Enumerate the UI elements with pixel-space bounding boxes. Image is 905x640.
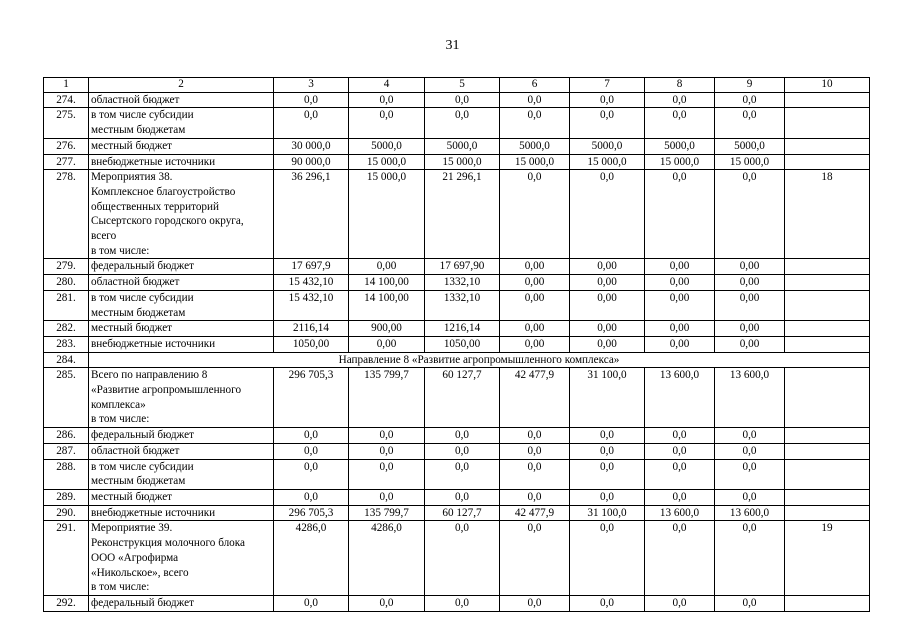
row-name-line: федеральный бюджет <box>91 596 194 609</box>
column-number-header: 3 <box>274 78 349 93</box>
row-name <box>89 489 274 505</box>
row-name-line: комплекса» <box>91 398 146 411</box>
row-number: 275. <box>44 108 89 138</box>
row-name-line: местным бюджетам <box>91 124 186 137</box>
row-name-line: в том числе: <box>91 244 150 257</box>
value-cell: 135 799,7 <box>349 368 425 428</box>
row-name-line: в том числе субсидии <box>91 460 194 473</box>
table-row <box>44 521 870 596</box>
value-cell: 0,00 <box>715 275 785 291</box>
reference-cell <box>785 108 870 138</box>
value-cell: 31 100,0 <box>570 505 645 521</box>
row-name-line: местным бюджетам <box>91 306 186 319</box>
table-row <box>44 336 870 352</box>
row-name <box>89 170 274 259</box>
value-cell: 60 127,7 <box>425 368 500 428</box>
row-name <box>89 108 274 138</box>
row-number: 279. <box>44 259 89 275</box>
row-number: 283. <box>44 336 89 352</box>
value-cell: 0,00 <box>500 275 570 291</box>
value-cell: 0,0 <box>349 92 425 108</box>
row-number: 286. <box>44 428 89 444</box>
value-cell: 0,0 <box>500 92 570 108</box>
value-cell: 5000,0 <box>645 138 715 154</box>
value-cell: 21 296,1 <box>425 170 500 259</box>
row-name-line: в том числе: <box>91 413 150 426</box>
value-cell: 15 000,0 <box>425 154 500 170</box>
row-name-line: местным бюджетам <box>91 475 186 488</box>
value-cell: 0,0 <box>425 595 500 611</box>
budget-table <box>43 77 870 612</box>
reference-cell <box>785 92 870 108</box>
table-row <box>44 428 870 444</box>
table-row <box>44 489 870 505</box>
value-cell: 0,00 <box>645 275 715 291</box>
row-name-line: областной бюджет <box>91 276 180 289</box>
section-row <box>44 352 870 368</box>
row-name-line: в том числе субсидии <box>91 291 194 304</box>
value-cell: 0,00 <box>570 290 645 320</box>
table-row <box>44 170 870 259</box>
row-name-line: внебюджетные источники <box>91 337 216 350</box>
row-number: 277. <box>44 154 89 170</box>
reference-cell <box>785 595 870 611</box>
table-row <box>44 321 870 337</box>
value-cell: 1050,00 <box>274 336 349 352</box>
value-cell: 15 000,0 <box>715 154 785 170</box>
value-cell: 42 477,9 <box>500 505 570 521</box>
column-number-header: 4 <box>349 78 425 93</box>
value-cell: 0,00 <box>570 336 645 352</box>
value-cell: 5000,0 <box>349 138 425 154</box>
value-cell: 0,0 <box>274 459 349 489</box>
row-name <box>89 154 274 170</box>
table-row <box>44 154 870 170</box>
row-number: 281. <box>44 290 89 320</box>
value-cell: 4286,0 <box>349 521 425 596</box>
value-cell: 30 000,0 <box>274 138 349 154</box>
value-cell: 0,0 <box>645 595 715 611</box>
value-cell: 0,0 <box>349 428 425 444</box>
row-name-line: местный бюджет <box>91 322 173 335</box>
row-name <box>89 290 274 320</box>
row-name <box>89 321 274 337</box>
value-cell: 0,0 <box>645 489 715 505</box>
value-cell: 0,00 <box>715 321 785 337</box>
value-cell: 0,0 <box>349 489 425 505</box>
row-name-line: Комплексное благоустройство <box>91 185 236 198</box>
value-cell: 15 000,0 <box>349 154 425 170</box>
column-number-header: 8 <box>645 78 715 93</box>
row-name <box>89 428 274 444</box>
reference-cell <box>785 321 870 337</box>
value-cell: 1332,10 <box>425 275 500 291</box>
value-cell: 15 000,0 <box>500 154 570 170</box>
value-cell: 0,0 <box>645 443 715 459</box>
value-cell: 0,00 <box>500 336 570 352</box>
row-name <box>89 275 274 291</box>
value-cell: 0,0 <box>274 428 349 444</box>
value-cell: 0,0 <box>645 108 715 138</box>
value-cell: 0,0 <box>349 443 425 459</box>
value-cell: 0,0 <box>715 521 785 596</box>
value-cell: 2116,14 <box>274 321 349 337</box>
row-number: 284. <box>44 352 89 368</box>
value-cell: 0,00 <box>715 336 785 352</box>
value-cell: 0,0 <box>425 428 500 444</box>
row-number: 276. <box>44 138 89 154</box>
row-name <box>89 595 274 611</box>
row-name-line: Реконструкция молочного блока <box>91 537 246 550</box>
value-cell: 0,0 <box>570 443 645 459</box>
reference-cell: 18 <box>785 170 870 259</box>
value-cell: 0,0 <box>500 443 570 459</box>
row-number: 287. <box>44 443 89 459</box>
value-cell: 0,0 <box>715 459 785 489</box>
column-number-header: 1 <box>44 78 89 93</box>
value-cell: 5000,0 <box>570 138 645 154</box>
row-name <box>89 505 274 521</box>
reference-cell <box>785 459 870 489</box>
value-cell: 0,00 <box>500 321 570 337</box>
value-cell: 42 477,9 <box>500 368 570 428</box>
row-number: 274. <box>44 92 89 108</box>
value-cell: 15 432,10 <box>274 290 349 320</box>
row-number: 291. <box>44 521 89 596</box>
row-name-line: Мероприятия 38. <box>91 171 173 184</box>
table-row <box>44 92 870 108</box>
row-name-line: местный бюджет <box>91 490 173 503</box>
column-number-header: 5 <box>425 78 500 93</box>
value-cell: 15 000,0 <box>645 154 715 170</box>
table-header-row <box>44 78 870 93</box>
value-cell: 0,0 <box>500 428 570 444</box>
page-number: 31 <box>445 38 460 53</box>
value-cell: 0,0 <box>645 92 715 108</box>
value-cell: 0,0 <box>349 459 425 489</box>
value-cell: 0,0 <box>715 443 785 459</box>
value-cell: 0,00 <box>349 336 425 352</box>
value-cell: 1216,14 <box>425 321 500 337</box>
table-row <box>44 443 870 459</box>
value-cell: 0,0 <box>500 595 570 611</box>
value-cell: 0,0 <box>500 489 570 505</box>
column-number-header: 9 <box>715 78 785 93</box>
row-name-line: Мероприятие 39. <box>91 522 173 535</box>
value-cell: 0,0 <box>500 108 570 138</box>
row-number: 289. <box>44 489 89 505</box>
value-cell: 296 705,3 <box>274 368 349 428</box>
value-cell: 13 600,0 <box>645 505 715 521</box>
row-name <box>89 92 274 108</box>
value-cell: 1332,10 <box>425 290 500 320</box>
value-cell: 0,0 <box>570 595 645 611</box>
row-name-line: «Развитие агропромышленного <box>91 384 242 397</box>
value-cell: 0,0 <box>715 92 785 108</box>
row-name-line: ООО «Агрофирма <box>91 551 179 564</box>
reference-cell <box>785 275 870 291</box>
value-cell: 0,0 <box>425 521 500 596</box>
value-cell: 0,0 <box>570 489 645 505</box>
column-number-header: 2 <box>89 78 274 93</box>
reference-cell <box>785 290 870 320</box>
column-number-header: 7 <box>570 78 645 93</box>
row-name-line: местный бюджет <box>91 139 173 152</box>
reference-cell <box>785 154 870 170</box>
value-cell: 0,0 <box>274 443 349 459</box>
value-cell: 14 100,00 <box>349 290 425 320</box>
value-cell: 0,0 <box>349 108 425 138</box>
value-cell: 0,00 <box>570 321 645 337</box>
value-cell: 0,0 <box>570 92 645 108</box>
reference-cell <box>785 336 870 352</box>
reference-cell <box>785 489 870 505</box>
table-body <box>44 78 870 612</box>
value-cell: 900,00 <box>349 321 425 337</box>
value-cell: 0,0 <box>425 489 500 505</box>
table-row <box>44 505 870 521</box>
value-cell: 0,0 <box>500 521 570 596</box>
value-cell: 0,0 <box>645 428 715 444</box>
value-cell: 0,0 <box>274 489 349 505</box>
value-cell: 0,0 <box>425 92 500 108</box>
row-name <box>89 521 274 596</box>
row-number: 288. <box>44 459 89 489</box>
value-cell: 0,0 <box>570 521 645 596</box>
value-cell: 5000,0 <box>715 138 785 154</box>
table-row <box>44 138 870 154</box>
value-cell: 0,0 <box>570 428 645 444</box>
value-cell: 0,0 <box>570 108 645 138</box>
section-title: Направление 8 «Развитие агропромышленного комплекса» <box>89 352 870 368</box>
value-cell: 0,0 <box>500 459 570 489</box>
table-row <box>44 290 870 320</box>
value-cell: 296 705,3 <box>274 505 349 521</box>
reference-cell <box>785 443 870 459</box>
table-row <box>44 459 870 489</box>
value-cell: 5000,0 <box>425 138 500 154</box>
table-row <box>44 108 870 138</box>
value-cell: 0,0 <box>645 459 715 489</box>
value-cell: 4286,0 <box>274 521 349 596</box>
value-cell: 13 600,0 <box>645 368 715 428</box>
reference-cell: 19 <box>785 521 870 596</box>
value-cell: 0,0 <box>715 170 785 259</box>
value-cell: 0,0 <box>274 92 349 108</box>
value-cell: 0,0 <box>274 108 349 138</box>
row-name-line: всего <box>91 230 117 243</box>
row-name <box>89 443 274 459</box>
value-cell: 0,0 <box>645 521 715 596</box>
value-cell: 0,0 <box>645 170 715 259</box>
value-cell: 0,00 <box>645 336 715 352</box>
reference-cell <box>785 138 870 154</box>
value-cell: 15 432,10 <box>274 275 349 291</box>
row-name-line: областной бюджет <box>91 444 180 457</box>
value-cell: 135 799,7 <box>349 505 425 521</box>
row-name-line: в том числе: <box>91 581 150 594</box>
row-name-line: в том числе субсидии <box>91 109 194 122</box>
value-cell: 0,00 <box>500 290 570 320</box>
value-cell: 0,00 <box>570 259 645 275</box>
value-cell: 36 296,1 <box>274 170 349 259</box>
row-name <box>89 336 274 352</box>
column-number-header: 10 <box>785 78 870 93</box>
value-cell: 0,0 <box>500 170 570 259</box>
row-name-line: Сысертского городского округа, <box>91 215 244 228</box>
row-number: 285. <box>44 368 89 428</box>
value-cell: 0,0 <box>349 595 425 611</box>
value-cell: 0,00 <box>500 259 570 275</box>
value-cell: 90 000,0 <box>274 154 349 170</box>
value-cell: 14 100,00 <box>349 275 425 291</box>
row-number: 292. <box>44 595 89 611</box>
value-cell: 0,00 <box>349 259 425 275</box>
row-number: 278. <box>44 170 89 259</box>
value-cell: 0,00 <box>645 259 715 275</box>
value-cell: 17 697,9 <box>274 259 349 275</box>
value-cell: 0,0 <box>425 108 500 138</box>
reference-cell <box>785 428 870 444</box>
value-cell: 0,0 <box>570 459 645 489</box>
value-cell: 15 000,0 <box>349 170 425 259</box>
value-cell: 0,0 <box>715 108 785 138</box>
row-name-line: внебюджетные источники <box>91 506 216 519</box>
row-name-line: федеральный бюджет <box>91 260 194 273</box>
value-cell: 31 100,0 <box>570 368 645 428</box>
value-cell: 0,0 <box>425 459 500 489</box>
value-cell: 5000,0 <box>500 138 570 154</box>
reference-cell <box>785 368 870 428</box>
row-name-line: внебюджетные источники <box>91 155 216 168</box>
row-name-line: общественных территорий <box>91 200 219 213</box>
value-cell: 0,0 <box>570 170 645 259</box>
value-cell: 13 600,0 <box>715 368 785 428</box>
value-cell: 0,00 <box>645 321 715 337</box>
row-name-line: федеральный бюджет <box>91 429 194 442</box>
value-cell: 0,00 <box>645 290 715 320</box>
value-cell: 0,0 <box>715 595 785 611</box>
value-cell: 0,00 <box>715 259 785 275</box>
table-row <box>44 595 870 611</box>
table-row <box>44 275 870 291</box>
reference-cell <box>785 505 870 521</box>
value-cell: 13 600,0 <box>715 505 785 521</box>
value-cell: 0,0 <box>715 428 785 444</box>
row-name <box>89 368 274 428</box>
value-cell: 17 697,90 <box>425 259 500 275</box>
table-row <box>44 259 870 275</box>
row-name <box>89 259 274 275</box>
column-number-header: 6 <box>500 78 570 93</box>
row-number: 290. <box>44 505 89 521</box>
row-name-line: областной бюджет <box>91 93 180 106</box>
value-cell: 0,00 <box>715 290 785 320</box>
table-row <box>44 368 870 428</box>
row-name-line: «Никольское», всего <box>91 566 189 579</box>
value-cell: 60 127,7 <box>425 505 500 521</box>
value-cell: 15 000,0 <box>570 154 645 170</box>
row-name <box>89 459 274 489</box>
value-cell: 0,0 <box>274 595 349 611</box>
reference-cell <box>785 259 870 275</box>
row-number: 280. <box>44 275 89 291</box>
row-name <box>89 138 274 154</box>
row-name-line: Всего по направлению 8 <box>91 369 208 382</box>
row-number: 282. <box>44 321 89 337</box>
value-cell: 0,0 <box>425 443 500 459</box>
value-cell: 1050,00 <box>425 336 500 352</box>
value-cell: 0,0 <box>715 489 785 505</box>
value-cell: 0,00 <box>570 275 645 291</box>
